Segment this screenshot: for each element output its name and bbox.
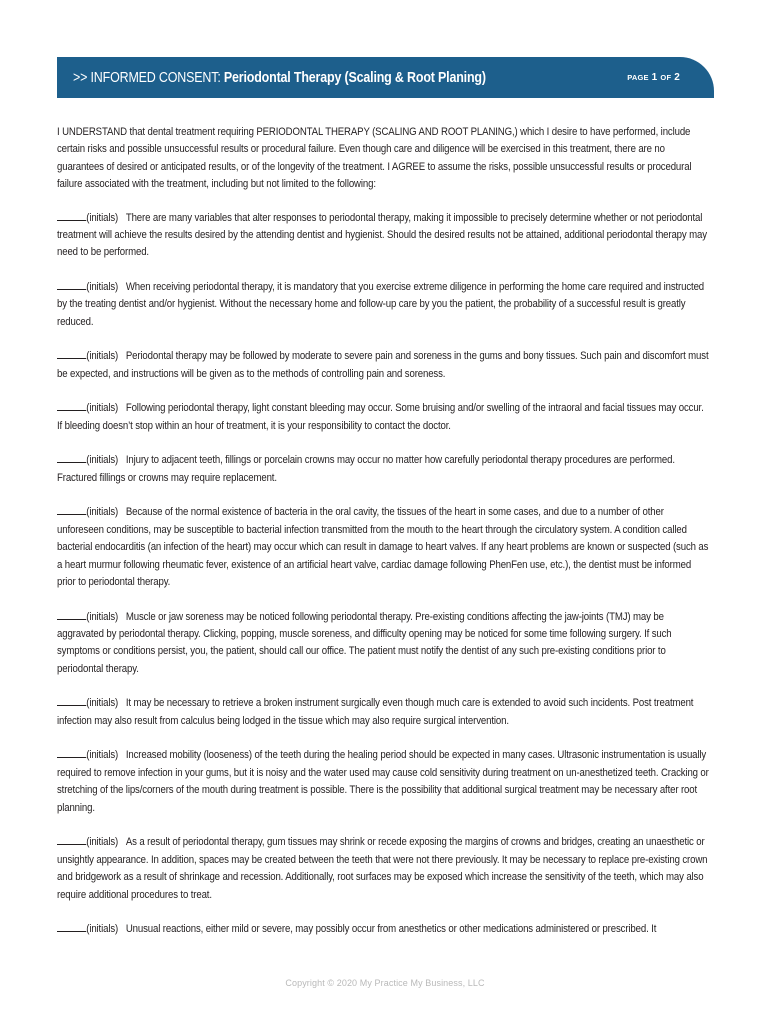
consent-item <box>57 609 711 679</box>
initials-blank[interactable] <box>57 453 86 463</box>
initials-blank[interactable] <box>57 696 86 706</box>
initials-blank[interactable] <box>57 922 86 932</box>
header-bar <box>57 57 714 98</box>
page-total: 2 <box>674 72 680 83</box>
consent-item-text: It may be necessary to retrieve a broken instrument surgically even though much care is extended to avoid such incidents. Post treatment infection may also result from calculus being lodged in the tissue which may also require surgical intervention. <box>57 697 694 727</box>
initials-label: (initials) <box>86 350 119 363</box>
consent-item <box>57 452 711 487</box>
page-title <box>73 70 486 86</box>
title-prefix: >> INFORMED CONSENT: <box>73 69 224 86</box>
initials-blank[interactable] <box>57 280 86 290</box>
consent-item <box>57 834 711 904</box>
initials-label: (initials) <box>86 506 119 519</box>
initials-blank[interactable] <box>57 610 86 620</box>
consent-item <box>57 921 711 938</box>
consent-item-text: Periodontal therapy may be followed by moderate to severe pain and soreness in the gums and bony tissues. Such pain and discomfort must be expected, and instructions will be given as to the methods of controlling pain and soreness. <box>57 350 709 380</box>
copyright-footer: Copyright © 2020 My Practice My Business, LLC <box>285 978 485 988</box>
consent-item-text: Injury to adjacent teeth, fillings or porcelain crowns may occur no matter how carefully periodontal therapy procedures are performed. Fractured fillings or crowns may require replacement. <box>57 454 675 484</box>
page-word: PAGE <box>627 73 649 82</box>
initials-blank[interactable] <box>57 401 86 411</box>
initials-blank[interactable] <box>57 349 86 359</box>
consent-item <box>57 747 711 817</box>
consent-item-text: Because of the normal existence of bacteria in the oral cavity, the tissues of the heart in some cases, and due to a number of other unforeseen conditions, may be susceptible to bacterial infection transmitted from the mouth to the heart through the circulatory system. A condition called bacterial endocarditis (an infection of the heart) may occur which can result in damage to heart valves. If any heart problems are known or suspected (such as a heart murmur following rheumatic fever, existence of an artificial heart valve, cardiac damage following PhenFen use, etc.), the dentist must be informed prior to periodontal therapy. <box>57 506 709 589</box>
initials-blank[interactable] <box>57 835 86 845</box>
consent-item <box>57 504 711 591</box>
consent-item-text: Following periodontal therapy, light constant bleeding may occur. Some bruising and/or swelling of the intraoral and facial tissues may occur. If bleeding doesn’t stop within an hour of treatment, it is your responsibility to contact the doctor. <box>57 402 704 432</box>
consent-item <box>57 210 711 262</box>
title-topic: Periodontal Therapy (Scaling & Root Planing) <box>223 69 486 86</box>
initials-label: (initials) <box>86 923 119 936</box>
consent-item-text: Muscle or jaw soreness may be noticed following periodontal therapy. Pre-existing conditions affecting the jaw-joints (TMJ) may be aggravated by periodontal therapy. Clicking, popping, muscle soreness, and difficulty opening may be noticed for some time following surgery. If such symptoms or conditions persist, you, the patient, should call our office. The patient must notify the dentist of any such pre-existing conditions prior to periodontal therapy. <box>57 610 672 675</box>
consent-item-text: When receiving periodontal therapy, it is mandatory that you exercise extreme diligence in performing the home care required and instructed by the treating dentist and/or hygienist. Without the necessary home and follow-up care by you the patient, the probability of a successful result is greatly reduced. <box>57 281 705 328</box>
initials-blank[interactable] <box>57 211 86 221</box>
initials-label: (initials) <box>86 402 119 415</box>
consent-item-text: As a result of periodontal therapy, gum tissues may shrink or recede exposing the margins of crowns and bridges, creating an unaesthetic or unsightly appearance. In addition, spaces may be created between the teeth that were not there previously. It may be necessary to replace pre-existing crown and bridgework as a result of shrinkage and recession. Additionally, root surfaces may be exposed which increase the sensitivity of the teeth, which may also require additional procedures to treat. <box>57 836 708 901</box>
consent-item <box>57 348 711 383</box>
initials-blank[interactable] <box>57 505 86 515</box>
initials-label: (initials) <box>86 836 119 849</box>
initials-label: (initials) <box>86 454 119 467</box>
initials-label: (initials) <box>86 749 119 762</box>
consent-body <box>57 124 711 956</box>
consent-item <box>57 695 711 730</box>
page-number <box>627 72 680 83</box>
intro-paragraph: I UNDERSTAND that dental treatment requiring PERIODONTAL THERAPY (SCALING AND ROOT PLANING,) which I desire to have performed, include certain risks and possible unsuccessful results or procedural failure. Even though care and diligence will be exercised in this treatment, there are no guarantees of desired or anticipated results, or of the longevity of the treatment. I AGREE to assume the risks, possible unsuccessful results or procedural failure associated with the treatment, including but not limited to the following: <box>57 126 692 191</box>
consent-items <box>57 210 711 939</box>
initials-label: (initials) <box>86 697 119 710</box>
consent-item-text: Increased mobility (looseness) of the teeth during the healing period should be expected in many cases. Ultrasonic instrumentation is usually required to remove infection in your gums, but it is noisy and the water used may cause cold sensitivity during treatment on un-anesthetized teeth. Cracking or stretching of the lips/corners of the mouth during treatment is possible. There is the possibility that additional surgical treatment may be necessary after root planning. <box>57 749 709 814</box>
consent-item <box>57 400 711 435</box>
initials-label: (initials) <box>86 211 119 224</box>
initials-label: (initials) <box>86 610 119 623</box>
page-of-word: OF <box>660 73 672 82</box>
consent-item <box>57 279 711 331</box>
page-current: 1 <box>651 72 658 83</box>
consent-item-text: Unusual reactions, either mild or severe, may possibly occur from anesthetics or other medications administered or prescribed. It <box>125 923 657 936</box>
initials-blank[interactable] <box>57 748 86 758</box>
consent-item-text: There are many variables that alter responses to periodontal therapy, making it impossible to precisely determine whether or not periodontal treatment will achieve the results desired by the attending dentist and hygienist. Should the desired results not be attained, additional periodontal therapy may need to be performed. <box>57 211 707 259</box>
initials-label: (initials) <box>86 281 119 294</box>
